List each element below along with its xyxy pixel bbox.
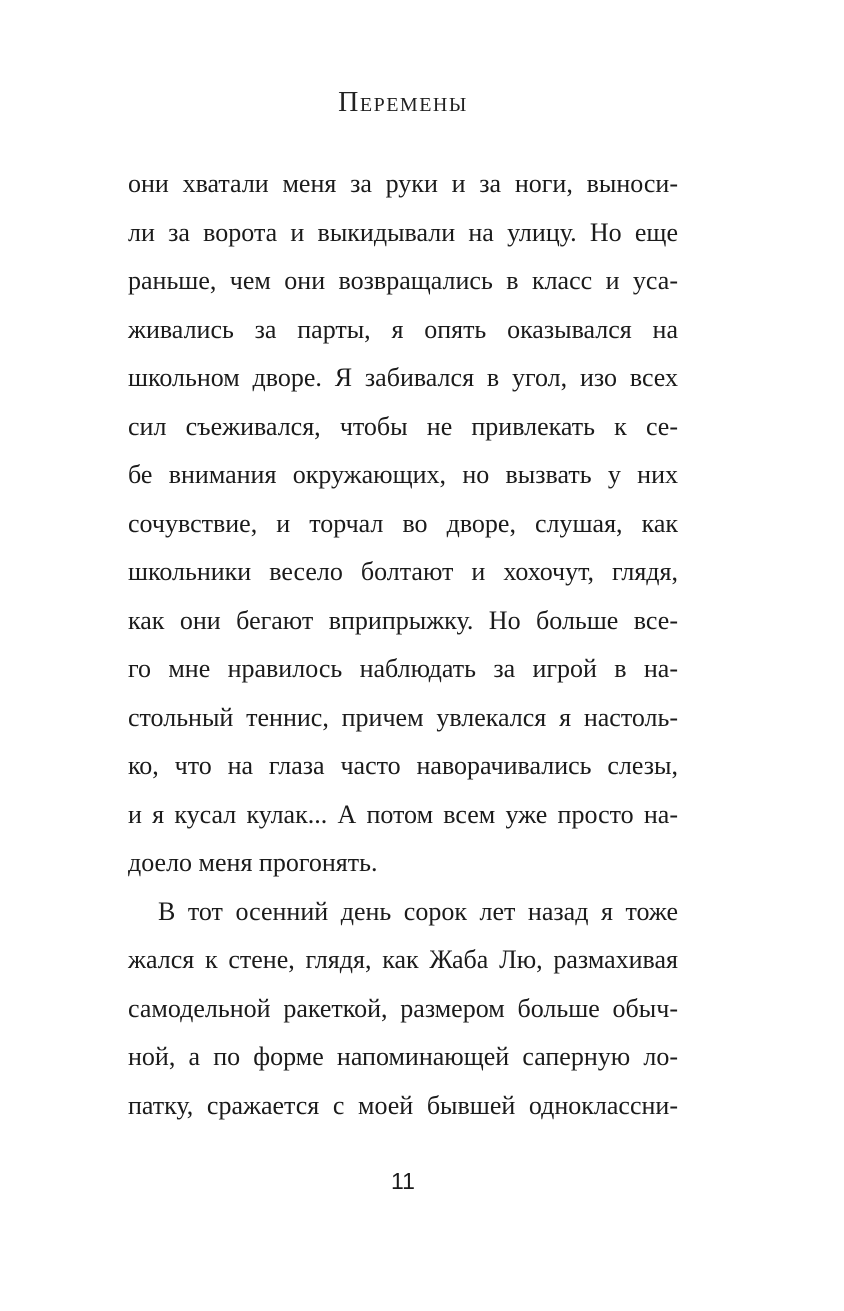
text-line: сил съеживался, чтобы не привлекать к се- [128,411,678,441]
text-line: они хватали меня за руки и за ноги, выноси- [128,169,678,198]
text-line: бе внимания окружающих, но вызвать у них [128,460,678,489]
text-line: сочувствие, и торчал во дворе, слушая, как [128,508,678,538]
text-line: ли за ворота и выкидывали на улицу. Но еще [128,217,678,247]
text-line: жался к стене, глядя, как Жаба Лю, размахивая [128,945,678,974]
text-line: раньше, чем они возвращались в класс и уса- [128,266,678,295]
page-number: 11 [391,1168,415,1194]
text-line: патку, сражается с моей бывшей одноклассни- [128,1090,678,1120]
text-line: школьники весело болтают и хохочут, глядя, [128,557,678,586]
text-line: живались за парты, я опять оказывался на [128,314,678,344]
text-line: школьном дворе. Я забивался в угол, изо всех [128,363,678,392]
running-title: Перемены [338,87,468,118]
text-line: стольный теннис, причем увлекался я настоль- [128,702,678,732]
text-line: В тот осенний день сорок лет назад я тоже [158,896,678,926]
text-line: ко, что на глаза часто наворачивались слезы, [128,751,678,780]
text-line: го мне нравилось наблюдать за игрой в на- [128,654,678,683]
text-line: доело меня прогонять. [128,848,378,877]
text-line: самодельной ракеткой, размером больше обыч- [128,993,678,1023]
text-line: ной, а по форме напоминающей саперную ло- [128,1042,678,1071]
text-line: как они бегают вприпрыжку. Но больше все- [128,605,678,635]
text-line: и я кусал кулак... А потом всем уже просто на- [128,799,678,829]
text-block [128,160,678,1130]
